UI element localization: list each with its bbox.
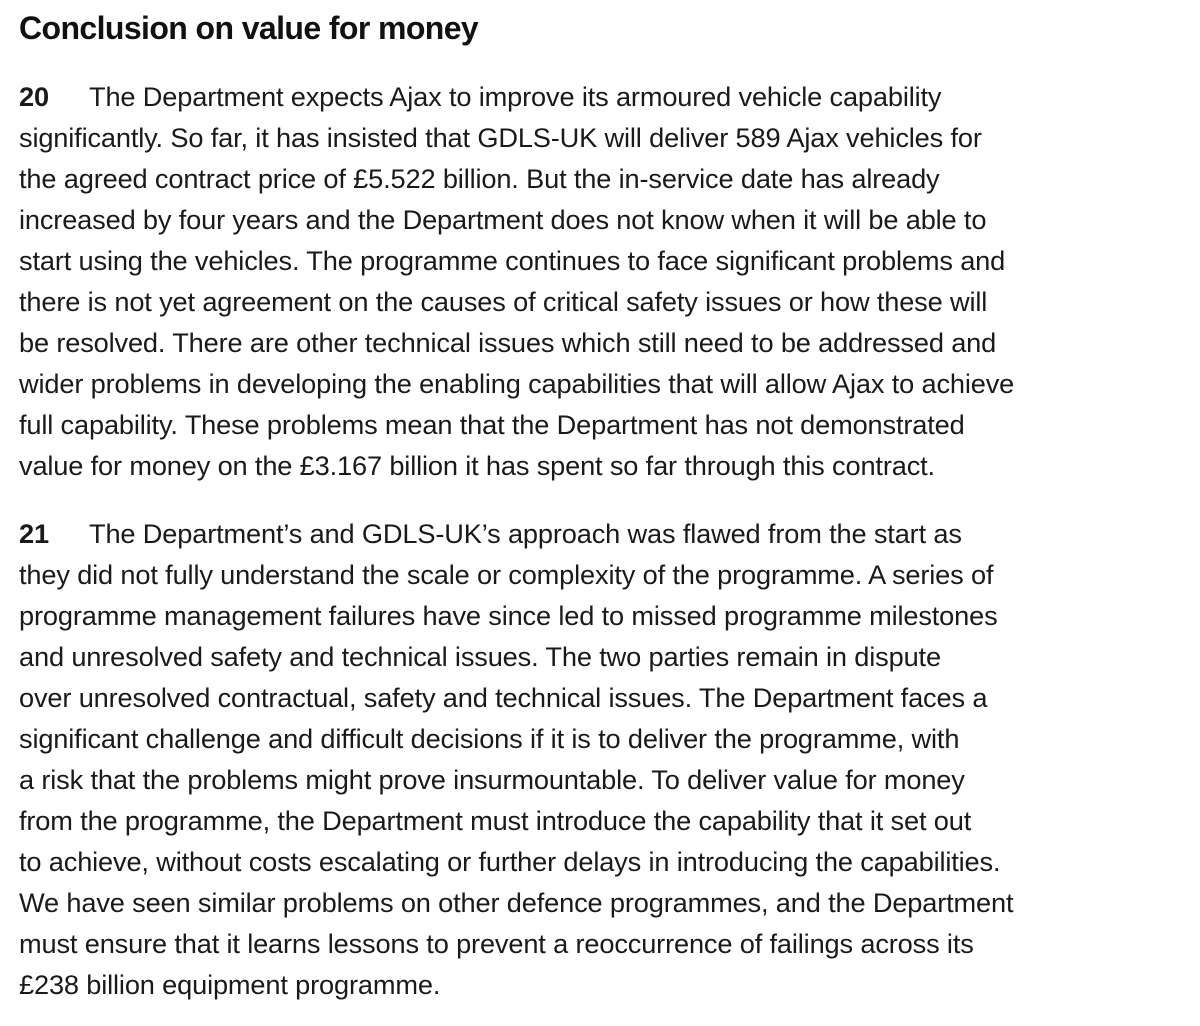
paragraph-line: The Department’s and GDLS-UK’s approach was flawed from the start as (89, 518, 962, 549)
paragraph-line: the agreed contract price of £5.522 billion. But the in-service date has already (19, 163, 940, 194)
paragraph-line: value for money on the £3.167 billion it has spent so far through this contract. (19, 450, 935, 481)
paragraph-line: must ensure that it learns lessons to prevent a reoccurrence of failings across its (19, 928, 974, 959)
paragraph-line: over unresolved contractual, safety and technical issues. The Department faces a (19, 682, 988, 713)
paragraph-first-line (19, 513, 1013, 554)
paragraph-line: there is not yet agreement on the causes of critical safety issues or how these will (19, 286, 988, 317)
paragraph-line: from the programme, the Department must introduce the capability that it set out (19, 805, 972, 836)
section-heading: Conclusion on value for money (19, 10, 479, 46)
paragraph-line: £238 billion equipment programme. (19, 969, 441, 1000)
paragraph-line: The Department expects Ajax to improve its armoured vehicle capability (89, 81, 942, 112)
paragraph-line: to achieve, without costs escalating or further delays in introducing the capabilities. (19, 846, 1001, 877)
paragraph-line: wider problems in developing the enabling capabilities that will allow Ajax to achieve (19, 368, 1015, 399)
paragraph-21 (19, 513, 1013, 1005)
paragraph-line: significantly. So far, it has insisted that GDLS-UK will deliver 589 Ajax vehicles for (19, 122, 982, 153)
paragraph-line: programme management failures have since led to missed programme milestones (19, 600, 998, 631)
paragraph-line: and unresolved safety and technical issues. The two parties remain in dispute (19, 641, 941, 672)
paragraph-line: start using the vehicles. The programme continues to face significant problems and (19, 245, 1006, 276)
paragraph-line: they did not fully understand the scale or complexity of the programme. A series of (19, 559, 994, 590)
paragraph-number: 20 (19, 81, 49, 112)
paragraph-line: significant challenge and difficult decisions if it is to deliver the programme, with (19, 723, 960, 754)
paragraph-line: a risk that the problems might prove insurmountable. To deliver value for money (19, 764, 965, 795)
paragraph-number: 21 (19, 518, 49, 549)
paragraph-first-line (19, 76, 1014, 117)
paragraph-20 (19, 76, 1014, 486)
paragraph-line: full capability. These problems mean that the Department has not demonstrated (19, 409, 965, 440)
paragraph-line: We have seen similar problems on other defence programmes, and the Department (19, 887, 1014, 918)
paragraph-line: increased by four years and the Department does not know when it will be able to (19, 204, 987, 235)
document-page (19, 0, 1189, 1000)
paragraph-line: be resolved. There are other technical issues which still need to be addressed and (19, 327, 997, 358)
